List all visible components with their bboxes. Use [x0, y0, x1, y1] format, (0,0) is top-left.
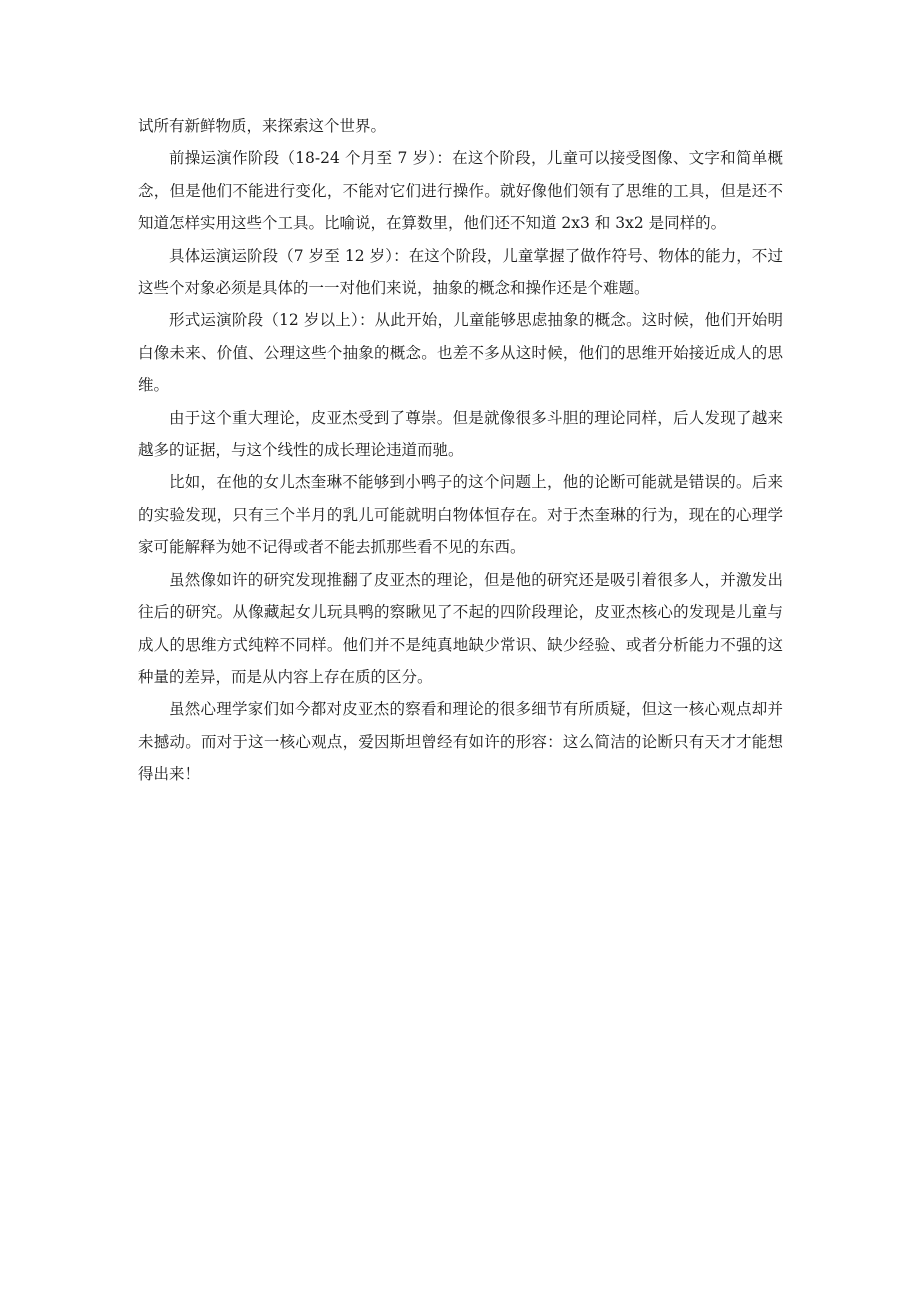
paragraph-formal-operational-stage: 形式运演阶段（12 岁以上）：从此开始，儿童能够思虑抽象的概念。这时候，他们开始明白像未来、价值、公理这些个抽象的概念。也差不多从这时候，他们的思维开始接近成人的思维。: [138, 311, 783, 395]
document-body: [138, 110, 783, 791]
paragraph-research-influence: 虽然像如许的研究发现推翻了皮亚杰的理论，但是他的研究还是吸引着很多人，并激发出往后的研究。从像藏起女儿玩具鸭的察瞅见了不起的四阶段理论，皮亚杰核心的发现是儿童与成人的思维方式纯粹不同样。他们并不是纯真地缺少常识、缺少经验、或者分析能力不强的这种量的差异，而是从内容上存在质的区分。: [138, 570, 783, 686]
paragraph-jacqueline-example: 比如，在他的女儿杰奎琳不能够到小鸭子的这个问题上，他的论断可能就是错误的。后来的实验发现，只有三个半月的乳儿可能就明白物体恒存在。对于杰奎琳的行为，现在的心理学家可能解释为她不记得或者不能去抓那些看不见的东西。: [138, 473, 783, 557]
paragraph-concrete-operational-stage: 具体运演运阶段（7 岁至 12 岁）：在这个阶段，儿童掌握了做作符号、物体的能力，不过这些个对象必须是具体的一一对他们来说，抽象的概念和操作还是个难题。: [138, 246, 783, 298]
paragraph-piaget-reputation: 由于这个重大理论，皮亚杰受到了尊崇。但是就像很多斗胆的理论同样，后人发现了越来越多的证据，与这个线性的成长理论违道而驰。: [138, 408, 783, 460]
paragraph-preoperational-stage: 前操运演作阶段（18-24 个月至 7 岁）：在这个阶段，儿童可以接受图像、文字和简单概念，但是他们不能进行变化，不能对它们进行操作。就好像他们领有了思维的工具，但是还不知道怎样实用这些个工具。比喻说，在算数里，他们还不知道 2x3 和 3x2 是同样的。: [138, 149, 783, 233]
paragraph-continuation: 试所有新鲜物质，来探索这个世界。: [138, 117, 387, 135]
paragraph-einstein-quote: 虽然心理学家们如今都对皮亚杰的察看和理论的很多细节有所质疑，但这一核心观点却并未撼动。而对于这一核心观点，爱因斯坦曾经有如许的形容：这么简洁的论断只有天才才能想得出来！: [138, 700, 783, 784]
